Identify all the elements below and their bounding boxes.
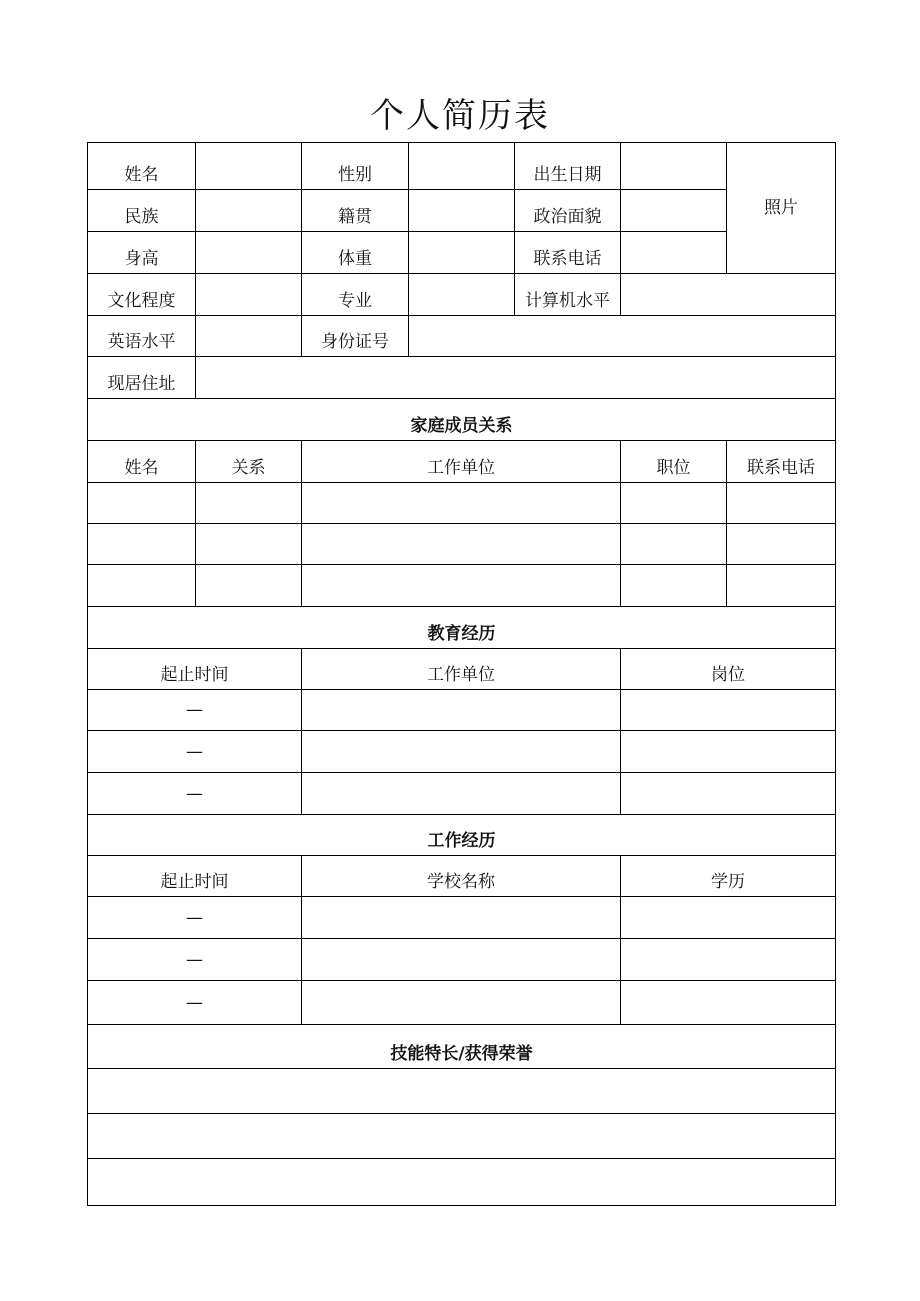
education-cell[interactable] [302, 773, 621, 815]
label-major: 专业 [302, 274, 409, 316]
education-row [88, 773, 836, 815]
work-row [88, 981, 836, 1025]
family-cell[interactable] [196, 483, 302, 524]
education-col-employer: 工作单位 [302, 649, 621, 690]
family-row [88, 483, 836, 524]
education-cell[interactable] [302, 690, 621, 731]
field-major[interactable] [409, 274, 515, 316]
photo-cell[interactable]: 照片 [727, 143, 836, 274]
skills-row [88, 1114, 836, 1159]
work-period-cell[interactable]: — [88, 939, 302, 981]
education-period-cell[interactable]: — [88, 731, 302, 773]
education-heading-row [88, 607, 836, 649]
skills-row [88, 1159, 836, 1206]
family-col-name: 姓名 [88, 441, 196, 483]
skills-heading-row [88, 1025, 836, 1069]
family-cell[interactable] [621, 565, 727, 607]
family-heading-row [88, 399, 836, 441]
label-political-status: 政治面貌 [515, 190, 621, 232]
label-native-place: 籍贯 [302, 190, 409, 232]
field-political-status[interactable] [621, 190, 727, 232]
work-cell[interactable] [302, 981, 621, 1025]
work-period-cell[interactable]: — [88, 981, 302, 1025]
label-height: 身高 [88, 232, 196, 274]
family-cell[interactable] [302, 483, 621, 524]
family-cell[interactable] [302, 524, 621, 565]
page-title: 个人简历表 [370, 96, 550, 136]
label-name: 姓名 [88, 143, 196, 190]
field-id-number[interactable] [409, 316, 836, 357]
field-address[interactable] [196, 357, 836, 399]
family-col-phone: 联系电话 [727, 441, 836, 483]
family-cell[interactable] [196, 524, 302, 565]
skills-cell[interactable] [88, 1069, 836, 1114]
resume-table [87, 142, 836, 1206]
skills-cell[interactable] [88, 1114, 836, 1159]
education-row [88, 690, 836, 731]
basic-row-4 [88, 274, 836, 316]
family-cell[interactable] [727, 524, 836, 565]
field-weight[interactable] [409, 232, 515, 274]
education-period-cell[interactable]: — [88, 773, 302, 815]
basic-row-6 [88, 357, 836, 399]
label-english-level: 英语水平 [88, 316, 196, 357]
education-row [88, 731, 836, 773]
field-name[interactable] [196, 143, 302, 190]
label-phone: 联系电话 [515, 232, 621, 274]
work-cell[interactable] [621, 981, 836, 1025]
field-english-level[interactable] [196, 316, 302, 357]
education-header-row [88, 649, 836, 690]
work-cell[interactable] [302, 897, 621, 939]
education-period-cell[interactable]: — [88, 690, 302, 731]
family-row [88, 524, 836, 565]
label-birth-date: 出生日期 [515, 143, 621, 190]
basic-row-3 [88, 232, 836, 274]
field-height[interactable] [196, 232, 302, 274]
family-cell[interactable] [88, 483, 196, 524]
skills-heading: 技能特长/获得荣誉 [88, 1025, 836, 1069]
family-cell[interactable] [621, 524, 727, 565]
basic-row-5 [88, 316, 836, 357]
work-row [88, 939, 836, 981]
label-computer-level: 计算机水平 [515, 274, 621, 316]
education-col-period: 起止时间 [88, 649, 302, 690]
field-birth-date[interactable] [621, 143, 727, 190]
family-cell[interactable] [621, 483, 727, 524]
skills-row [88, 1069, 836, 1114]
field-gender[interactable] [409, 143, 515, 190]
family-cell[interactable] [302, 565, 621, 607]
work-header-row [88, 856, 836, 897]
education-heading: 教育经历 [88, 607, 836, 649]
work-cell[interactable] [621, 897, 836, 939]
work-period-cell[interactable]: — [88, 897, 302, 939]
label-weight: 体重 [302, 232, 409, 274]
label-ethnicity: 民族 [88, 190, 196, 232]
family-cell[interactable] [727, 565, 836, 607]
field-native-place[interactable] [409, 190, 515, 232]
skills-cell[interactable] [88, 1159, 836, 1206]
work-heading: 工作经历 [88, 815, 836, 856]
family-heading: 家庭成员关系 [88, 399, 836, 441]
basic-row-1 [88, 143, 836, 190]
work-cell[interactable] [302, 939, 621, 981]
work-heading-row [88, 815, 836, 856]
field-computer-level[interactable] [621, 274, 836, 316]
education-cell[interactable] [302, 731, 621, 773]
family-col-relation: 关系 [196, 441, 302, 483]
family-header-row [88, 441, 836, 483]
education-cell[interactable] [621, 690, 836, 731]
family-col-position: 职位 [621, 441, 727, 483]
label-education-level: 文化程度 [88, 274, 196, 316]
family-row [88, 565, 836, 607]
label-id-number: 身份证号 [302, 316, 409, 357]
education-cell[interactable] [621, 773, 836, 815]
field-phone[interactable] [621, 232, 727, 274]
family-cell[interactable] [88, 565, 196, 607]
education-cell[interactable] [621, 731, 836, 773]
work-col-degree: 学历 [621, 856, 836, 897]
family-cell[interactable] [88, 524, 196, 565]
family-cell[interactable] [196, 565, 302, 607]
basic-row-2 [88, 190, 836, 232]
field-ethnicity[interactable] [196, 190, 302, 232]
label-gender: 性别 [302, 143, 409, 190]
label-address: 现居住址 [88, 357, 196, 399]
work-col-school: 学校名称 [302, 856, 621, 897]
education-col-post: 岗位 [621, 649, 836, 690]
family-col-employer: 工作单位 [302, 441, 621, 483]
work-row [88, 897, 836, 939]
field-education-level[interactable] [196, 274, 302, 316]
work-col-period: 起止时间 [88, 856, 302, 897]
work-cell[interactable] [621, 939, 836, 981]
family-cell[interactable] [727, 483, 836, 524]
